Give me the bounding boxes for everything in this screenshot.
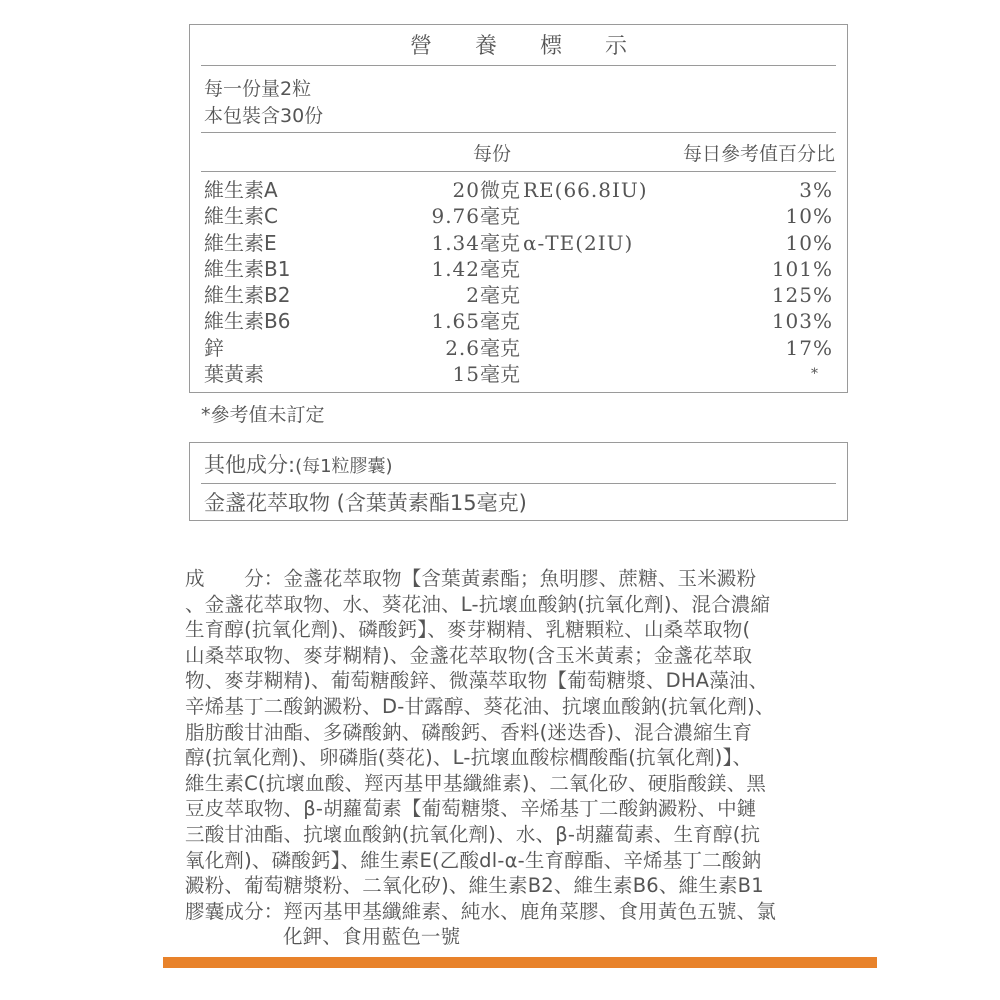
- nutrient-amount: 1.65毫克: [431, 309, 520, 334]
- capsule-ingredients-line: 化鉀、食用藍色一號: [283, 925, 461, 949]
- column-header-per-serving: 每份: [473, 143, 512, 165]
- nutrient-amount: 15毫克: [452, 362, 520, 387]
- nutrient-name: 維生素A: [204, 178, 278, 202]
- nutrient-amount: 2毫克: [466, 283, 520, 308]
- ingredients-line: 成 分：金盞花萃取物【含葉黃素酯；魚明膠、蔗糖、玉米澱粉: [185, 567, 757, 590]
- nutrient-daily-value: 101%: [771, 256, 833, 281]
- ingredients-line: 氧化劑)、磷酸鈣】、維生素E(乙酸dl-α-生育醇酯、辛烯基丁二酸鈉: [185, 848, 762, 872]
- ingredients-line: 維生素C(抗壞血酸、羥丙基甲基纖維素)、二氧化矽、硬脂酸鎂、黑: [185, 771, 767, 795]
- capsule-ingredients-line: 膠囊成分：羥丙基甲基纖維素、純水、鹿角菜膠、食用黃色五號、氯: [185, 899, 777, 923]
- footnote: *參考值未訂定: [201, 404, 325, 426]
- ingredients-list: [185, 566, 865, 950]
- nutrient-daily-value: *: [811, 366, 819, 383]
- nutrient-daily-value: 103%: [771, 309, 833, 334]
- nutrient-row: [190, 230, 847, 256]
- nutrient-amount: 9.76毫克: [431, 204, 520, 229]
- divider: [201, 132, 836, 133]
- nutrient-name: 維生素C: [204, 204, 278, 229]
- ingredients-line: 、金盞花萃取物、水、葵花油、L-抗壞血酸鈉(抗氧化劑)、混合濃縮: [185, 592, 771, 616]
- nutrition-title: 營 養 標 示: [410, 34, 645, 59]
- nutrient-row: [190, 361, 847, 387]
- capsule-ingredients-label: 膠囊成分：: [185, 899, 284, 923]
- nutrient-amount-extra: α-TE(2IU): [523, 230, 634, 255]
- nutrient-daily-value: 3%: [799, 178, 833, 202]
- divider: [201, 65, 836, 66]
- nutrient-daily-value: 17%: [785, 335, 833, 360]
- nutrient-daily-value: 10%: [785, 204, 833, 229]
- ingredients-line: 三酸甘油酯、抗壞血酸鈉(抗氧化劑)、水、β-胡蘿蔔素、生育醇(抗: [185, 822, 761, 846]
- nutrient-row: [190, 335, 847, 361]
- ingredients-line: 脂肪酸甘油酯、多磷酸鈉、磷酸鈣、香料(迷迭香)、混合濃縮生育: [185, 720, 753, 744]
- nutrient-row: [190, 282, 847, 308]
- nutrient-row: [190, 308, 847, 334]
- ingredients-line: 豆皮萃取物、β-胡蘿蔔素【葡萄糖漿、辛烯基丁二酸鈉澱粉、中鏈: [185, 797, 757, 821]
- nutrient-name: 維生素E: [204, 230, 277, 255]
- nutrient-amount-extra: RE(66.8IU): [523, 178, 648, 202]
- nutrient-amount: 2.6毫克: [445, 335, 520, 360]
- ingredients-line: 物、麥芽糊精)、葡萄糖酸鋅、微藻萃取物【葡萄糖漿、DHA藻油、: [185, 669, 769, 693]
- nutrient-name: 鋅: [204, 335, 224, 360]
- other-ingredients-title: 其他成分:(每1粒膠囊): [204, 453, 393, 477]
- other-ingredients-value: 金盞花萃取物 (含葉黃素酯15毫克): [204, 491, 527, 515]
- nutrient-daily-value: 10%: [785, 230, 833, 255]
- nutrient-name: 維生素B1: [204, 256, 291, 281]
- ingredients-line: 澱粉、葡萄糖漿粉、二氧化矽)、維生素B2、維生素B6、維生素B1: [185, 874, 764, 898]
- column-header-daily-value: 每日參考值百分比: [682, 143, 835, 165]
- nutrient-amount: 20微克: [452, 178, 520, 202]
- nutrient-row: [190, 203, 847, 229]
- nutrient-row: [190, 256, 847, 282]
- nutrient-name: 葉黃素: [204, 362, 264, 387]
- serving-size: 每一份量2粒: [204, 78, 312, 100]
- servings-per-package: 本包裝含30份: [204, 105, 324, 127]
- nutrient-name: 維生素B6: [204, 309, 291, 334]
- ingredients-label: 成 分：: [185, 567, 284, 590]
- nutrient-amount: 1.42毫克: [431, 256, 520, 281]
- nutrition-facts-panel: [189, 24, 848, 393]
- divider: [201, 171, 836, 172]
- accent-bar: [163, 957, 877, 968]
- ingredients-line: 山桑萃取物、麥芽糊精)、金盞花萃取物(含玉米黃素；金盞花萃取: [185, 643, 753, 667]
- nutrient-table: [190, 177, 847, 387]
- ingredients-line: 生育醇(抗氧化劑)、磷酸鈣】、麥芽糊精、乳糖顆粒、山桑萃取物(: [185, 618, 751, 642]
- nutrient-daily-value: 125%: [771, 283, 833, 308]
- nutrient-row: [190, 177, 847, 203]
- ingredients-line: 辛烯基丁二酸鈉澱粉、D-甘露醇、葵花油、抗壞血酸鈉(抗氧化劑)、: [185, 694, 775, 718]
- nutrient-name: 維生素B2: [204, 283, 291, 308]
- nutrient-amount: 1.34毫克: [431, 230, 520, 255]
- other-ingredients-panel: [189, 442, 848, 521]
- divider: [201, 483, 836, 484]
- ingredients-line: 醇(抗氧化劑)、卵磷脂(葵花)、L-抗壞血酸棕櫚酸酯(抗氧化劑)】、: [185, 746, 753, 770]
